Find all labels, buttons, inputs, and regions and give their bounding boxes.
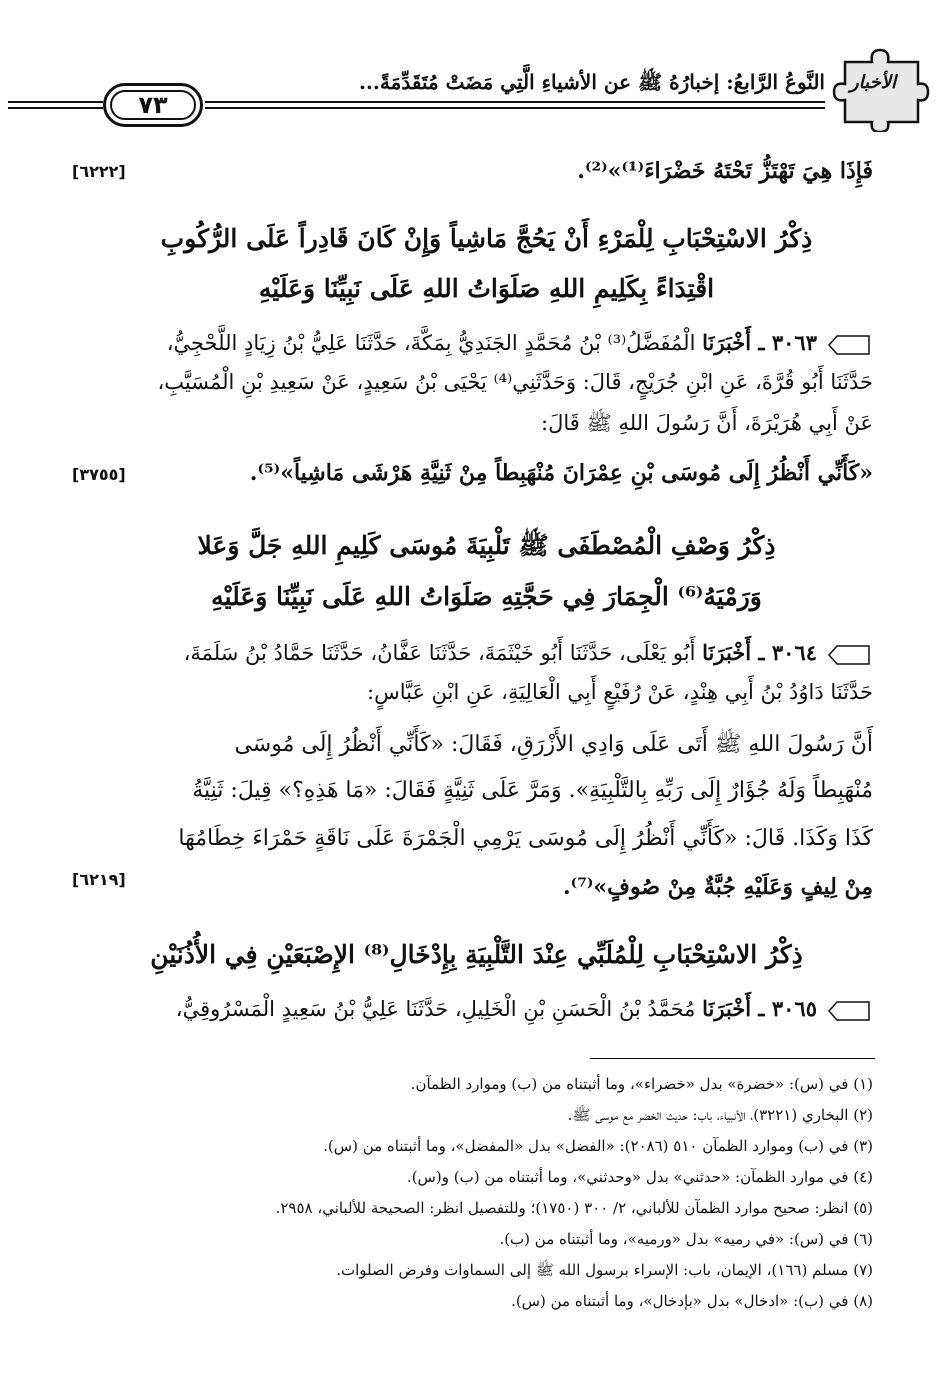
hadith-tag-icon bbox=[825, 643, 873, 667]
section-heading: وَرَمْيَهُ⁽⁶⁾ الْجِمَارَ فِي حَجَّتِهِ صَلَوَاتُ اللهِ عَلَى نَبِيِّنَا وَعَلَيْهِ bbox=[211, 582, 762, 611]
hadith-number: ٣٠٦٤ ـ أَخْبَرَنَا bbox=[702, 640, 817, 665]
footnote: (٢) البخاري (٣٢٢١)، الأنبياء، باب: حديث الخضر مع موسى ﷺ. bbox=[567, 1106, 873, 1124]
hadith-number: ٣٠٦٥ ـ أَخْبَرَنَا bbox=[702, 996, 817, 1021]
page-number-frame bbox=[103, 83, 203, 127]
reference-number: [٦٢٢٢] bbox=[72, 162, 126, 181]
section-heading: ذِكْرُ الاسْتِحْبَابِ لِلْمَرْءِ أَنْ يَحُجَّ مَاشِياً وَإِنْ كَانَ قَادِراً عَلَى الرُّكُوبِ bbox=[160, 224, 813, 253]
header-rule bbox=[8, 107, 103, 109]
page-number: ٧٣ bbox=[110, 90, 196, 120]
footnote-separator bbox=[590, 1058, 875, 1059]
text-line: فَإِذَا هِيَ تَهْتَزُّ تَحْتَهُ خَضْرَاءَ⁽¹⁾»⁽²⁾. bbox=[577, 158, 873, 184]
section-heading: اقْتِدَاءً بِكَلِيمِ اللهِ صَلَوَاتُ اللهِ عَلَى نَبِيِّنَا وَعَلَيْهِ bbox=[258, 274, 715, 303]
footnote: (١) في (س): «خضرة» بدل «خضراء»، وما أثبتناه من (ب) وموارد الظمآن. bbox=[410, 1075, 873, 1093]
isnad-text: أَبُو يَعْلَى، حَدَّثَنَا أَبُو خَيْثَمَةَ، حَدَّثَنَا عَفَّانُ، حَدَّثَنَا حَمَّادُ بْنُ سَلَمَةَ، bbox=[183, 641, 696, 665]
hadith-line bbox=[167, 330, 873, 357]
footnote: (٣) في (ب) وموارد الظمآن ٥١٠ (٢٠٨٦): «الفضل» بدل «المفضل»، وما أثبتناه من (س). bbox=[323, 1137, 873, 1155]
hadith-line: حَدَّثَنَا أَبُو قُرَّةَ، عَنِ ابْنِ جُرَيْجٍ، قَالَ: وَحَدَّثَنِي⁽⁴⁾ يَحْيَى بْنُ سَعِيدٍ، عَنْ سَعِيدِ بْنِ الْمُسَيَّبِ، bbox=[157, 370, 873, 394]
header-rule bbox=[205, 107, 825, 109]
hadith-tag-icon bbox=[825, 333, 873, 357]
hadith-line: حَدَّثَنَا دَاوُدُ بْنُ أَبِي هِنْدٍ، عَنْ رُفَيْعٍ أَبِي الْعَالِيَةِ، عَنِ ابْنِ عَبَّاسٍ: bbox=[367, 680, 873, 704]
hadith-line: مِنْ لِيفٍ وَعَلَيْهِ جُبَّةٌ مِنْ صُوفٍ»⁽⁷⁾. bbox=[563, 874, 873, 900]
isnad-text: مُحَمَّدُ بْنُ الْحَسَنِ بْنِ الْخَلِيلِ، حَدَّثَنَا عَلِيُّ بْنُ سَعِيدٍ الْمَسْرُوقِيُّ، bbox=[175, 997, 696, 1021]
footnote: (٧) مسلم (١٦٦)، الإيمان، باب: الإسراء برسول الله ﷺ إلى السماوات وفرض الصلوات. bbox=[336, 1261, 873, 1279]
hadith-number: ٣٠٦٣ ـ أَخْبَرَنَا bbox=[702, 330, 817, 355]
running-header bbox=[0, 0, 941, 150]
reference-number: [٦٢١٩] bbox=[72, 870, 126, 889]
footnote: (٥) انظر: صحيح موارد الظمآن للألباني، ٢/ ٣٠٠ (١٧٥٠)؛ وللتفصيل انظر: الصحيحة للألباني، ٢٩٥٨. bbox=[275, 1199, 873, 1217]
section-heading: ذِكْرُ الاسْتِحْبَابِ لِلْمُلَبِّي عِنْدَ التَّلْبِيَةِ بِإِدْخَالِ⁽⁸⁾ الإِصْبَعَيْنِ فِي الأُذُنَيْنِ bbox=[150, 940, 803, 969]
chapter-title: النَّوعُ الرَّابعُ: إخبارُهُ ﷺ عن الأشياءِ الَّتِي مَضَتْ مُتَقَدِّمَةً... bbox=[359, 70, 825, 94]
footnote: (٦) في (س): «في رميه» بدل «ورميه»، وما أثبتناه من (ب). bbox=[499, 1230, 873, 1248]
hadith-line: عَنْ أَبِي هُرَيْرَةَ، أَنَّ رَسُولَ اللهِ ﷺ قَالَ: bbox=[541, 411, 873, 435]
hadith-line: أَنَّ رَسُولَ اللهِ ﷺ أَتَى عَلَى وَادِي الأَزْرَقِ، فَقَالَ: «كَأَنِّي أَنْظُرُ إِلَى مُوسَى bbox=[234, 732, 873, 757]
footnote: (٨) في (ب): «ادخال» بدل «بإدخال»، وما أثبتناه من (س). bbox=[511, 1292, 873, 1310]
header-rule bbox=[8, 101, 103, 103]
hadith-line bbox=[176, 996, 873, 1023]
hadith-line: كَذَا وَكَذَا. قَالَ: «كَأَنِّي أَنْظُرُ إِلَى مُوسَى يَرْمِي الْجَمْرَةَ عَلَى نَاقَةٍ حَمْرَاءَ خِطَامُهَا bbox=[178, 826, 873, 851]
reference-number: [٣٧٥٥] bbox=[72, 465, 126, 484]
isnad-text: الْمُفَضَّلُ⁽³⁾ بْنُ مُحَمَّدٍ الجَنَدِيُّ بِمَكَّةَ، حَدَّثَنَا عَلِيُّ بْنُ زِيَادٍ اللَّحْجِيُّ، bbox=[166, 331, 696, 355]
hadith-matn: «كَأَنِّي أَنْظُرُ إِلَى مُوسَى بْنِ عِمْرَانَ مُنْهَبِطاً مِنْ ثَنِيَّةِ هَرْشَى مَاشِياً»⁽⁵⁾. bbox=[249, 460, 873, 486]
section-heading: ذِكْرُ وَصْفِ الْمُصْطَفَى ﷺ تَلْبِيَةَ مُوسَى كَلِيمِ اللهِ جَلَّ وَعَلا bbox=[197, 531, 776, 560]
footnote: (٤) في موارد الظمآن: «حدثني» بدل «وحدثني»، وما أثبتناه من (ب) و(س). bbox=[406, 1168, 873, 1186]
hadith-line bbox=[184, 640, 873, 667]
header-rule bbox=[205, 101, 825, 103]
section-badge: الأخبار bbox=[849, 72, 896, 93]
hadith-line: مُنْهَبِطاً وَلَهُ جُؤَارٌ إِلَى رَبِّهِ بِالتَّلْبِيَةِ». وَمَرَّ عَلَى ثَنِيَّةٍ فَقَالَ: «مَا هَذِهِ؟» قِيلَ: ثَنِيَّةُ bbox=[192, 778, 873, 803]
hadith-tag-icon bbox=[825, 999, 873, 1023]
